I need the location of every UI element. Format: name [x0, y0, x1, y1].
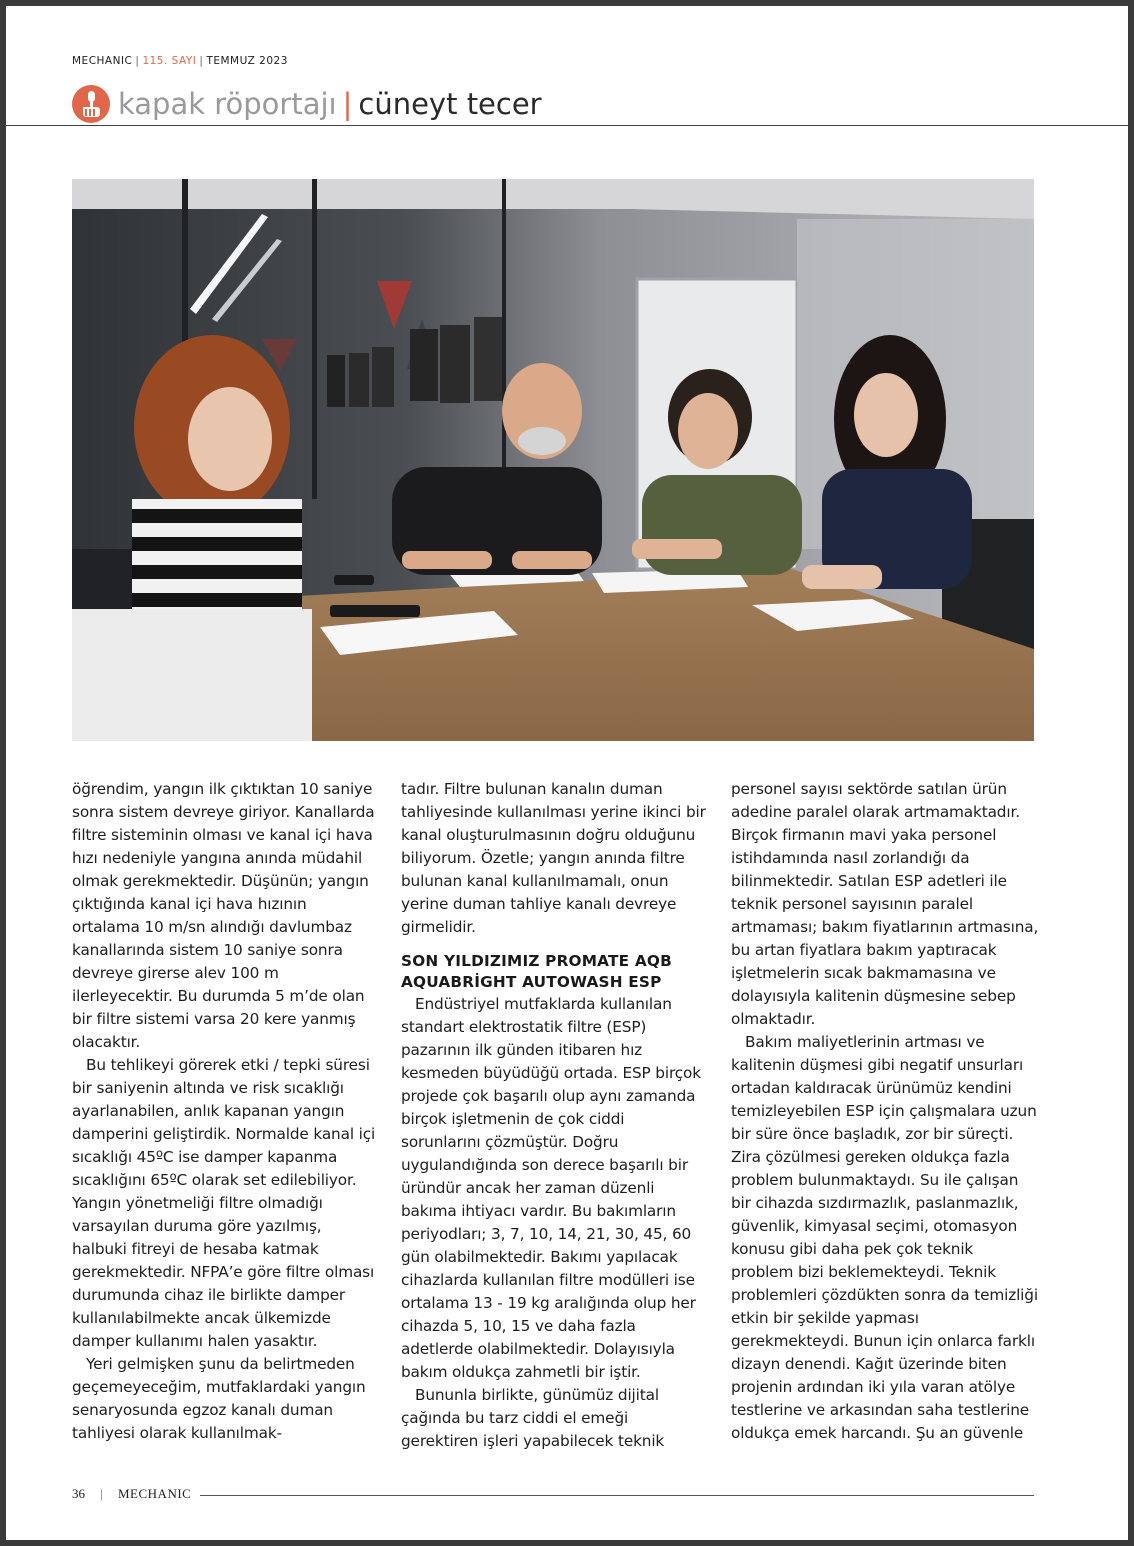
footer-separator: |	[100, 1486, 103, 1501]
paragraph: Bu tehlikeyi görerek etki / tepki süresi bir saniyenin altında ve risk sıcaklığı ayarlanabilen, anlık kapanan yangın damperini geliştirdik. Normalde kanal içi sıcaklığı 45ºC ise damper kapanma sıcaklığını 65ºC olarak set edilebiliyor. Yangın yönetmeliği filtre olmadığı varsayılan duruma göre yazılmış, halbuki fitreyi de hesaba katmak gerekmektedir. NFPA’e göre filtre olması durumunda cihaz ile birlikte damper kullanılabilmekte ancak ülkemizde damper kullanımı halen yasaktır.	[72, 1056, 376, 1350]
page-number: 36	[72, 1486, 85, 1501]
footer-rule	[200, 1495, 1034, 1496]
paragraph: Endüstriyel mutfaklarda kullanılan standart elektrostatik filtre (ESP) pazarının ilk günden itibaren hız kesmeden büyüdüğü ortada. ESP birçok projede çok başarılı olup aynı zamanda birçok işletmenin de çok ciddi sorunlarını çözmüştür. Doğru uygulandığında son derece başarılı bir üründür ancak her zaman düzenli bakıma ihtiyacı vardır. Bu bakımların periyodları; 3, 7, 10, 14, 21, 30, 45, 60 gün olabilmektedir. Bakımı yapılacak cihazlarda kullanılan filtre modülleri ise ortalama 13 - 19 kg aralığında olup her cihazda 5, 10, 15 ve daha fazla adetlerde olabilmektedir. Dolayısıyla bakım oldukça zahmetli bir iştir.	[401, 995, 701, 1381]
running-head-magazine: MECHANIC	[72, 55, 133, 67]
paragraph: Bununla birlikte, günümüz dijital çağında bu tarz ciddi el emeği gerektiren işleri yapabilecek teknik	[401, 1386, 665, 1450]
paragraph: Bakım maliyetlerinin artması ve kalitenin düşmesi gibi negatif unsurları ortadan kaldıracak ürünümüz kendini temizleyebilen ESP için çalışmalara uzun bir süre önce başladık, zor bir süreçti. Zira çözülmesi gereken oldukça fazla problem bulunmaktaydı. Su ile çalışan bir cihazda sızdırmazlık, paslanmazlık, güvenlik, kimyasal seçimi, otomasyon konusu gibi daha pek çok teknik problem bizi beklemekteydi. Teknik problemleri çözdükten sonra da temizliği etkin bir şekilde yapması gerekmekteydi. Bunun için onlarca farklı dizayn denendi. Kağıt üzerinde biten projenin ardından iki yıla varan atölye testlerine ve arkasından saha testlerine oldukça emek harcandı. Şu an güvenle	[731, 1033, 1038, 1442]
header-rule	[6, 125, 1128, 126]
microphone-icon	[72, 85, 110, 123]
section-separator: |	[342, 87, 353, 121]
section-kicker: kapak röportajı	[118, 87, 337, 121]
section-title	[118, 83, 542, 125]
text-column-2	[401, 778, 707, 1453]
section-name: cüneyt tecer	[358, 87, 542, 121]
paragraph: Yeri gelmişken şunu da belirtmeden geçemeyeceğim, mutfaklardaki yangın senaryosunda egzoz kanalı duman tahliyesi olarak kullanılmak-	[72, 1355, 366, 1442]
section-header	[72, 83, 1128, 127]
text-column-1	[72, 778, 378, 1445]
interview-photo	[72, 179, 1034, 741]
page-footer	[72, 1486, 1034, 1506]
paragraph: öğrendim, yangın ilk çıktıktan 10 saniye sonra sistem devreye giriyor. Kanallarda filtre sisteminin olması ve kanal içi hava hızı nedeniyle yangına anında müdahil olmak gerekmektedir. Düşünün; yangın çıktığında kanal içi hava hızının ortalama 10 m/sn alındığı davlumbaz kanallarında sistem 10 saniye sonra devreye girerse alev 100 m ilerleyecektir. Bu durumda 5 m’de olan bir filtre sistemi varsa 20 kere yanmış olacaktır.	[72, 780, 375, 1051]
paragraph: tadır. Filtre bulunan kanalın duman tahliyesinde kullanılması yerine ikinci bir kanal oluşturulmasının doğru olduğunu biliyorum. Özetle; yangın anında filtre bulunan kanal kullanılmamalı, onun yerine duman tahliye kanalı devreye girmelidir.	[401, 780, 706, 936]
footer-magazine: MECHANIC	[118, 1486, 192, 1501]
subheading: SON YILDIZIMIZ PROMATE AQB AQUABRİGHT AUTOWASH ESP	[401, 952, 672, 991]
running-head: MECHANIC | 115. SAYI | TEMMUZ 2023	[72, 55, 288, 67]
magazine-page	[6, 6, 1128, 1540]
paragraph: personel sayısı sektörde satılan ürün adedine paralel olarak artmamaktadır. Birçok firmanın mavi yaka personel istihdamında nasıl zorlandığı da bilinmektedir. Satılan ESP adetleri ile teknik personel sayısının paralel artmaması; bakım fiyatlarının artmasına, bu artan fiyatlara bakım yaptıracak işletmelerin sıcak bakmamasına ve dolayısıyla kalitenin düşmesine sebep olmaktadır.	[731, 780, 1039, 1028]
text-column-3	[731, 778, 1039, 1445]
running-head-issue: 115. SAYI	[142, 55, 197, 67]
running-head-date: TEMMUZ 2023	[206, 55, 288, 67]
